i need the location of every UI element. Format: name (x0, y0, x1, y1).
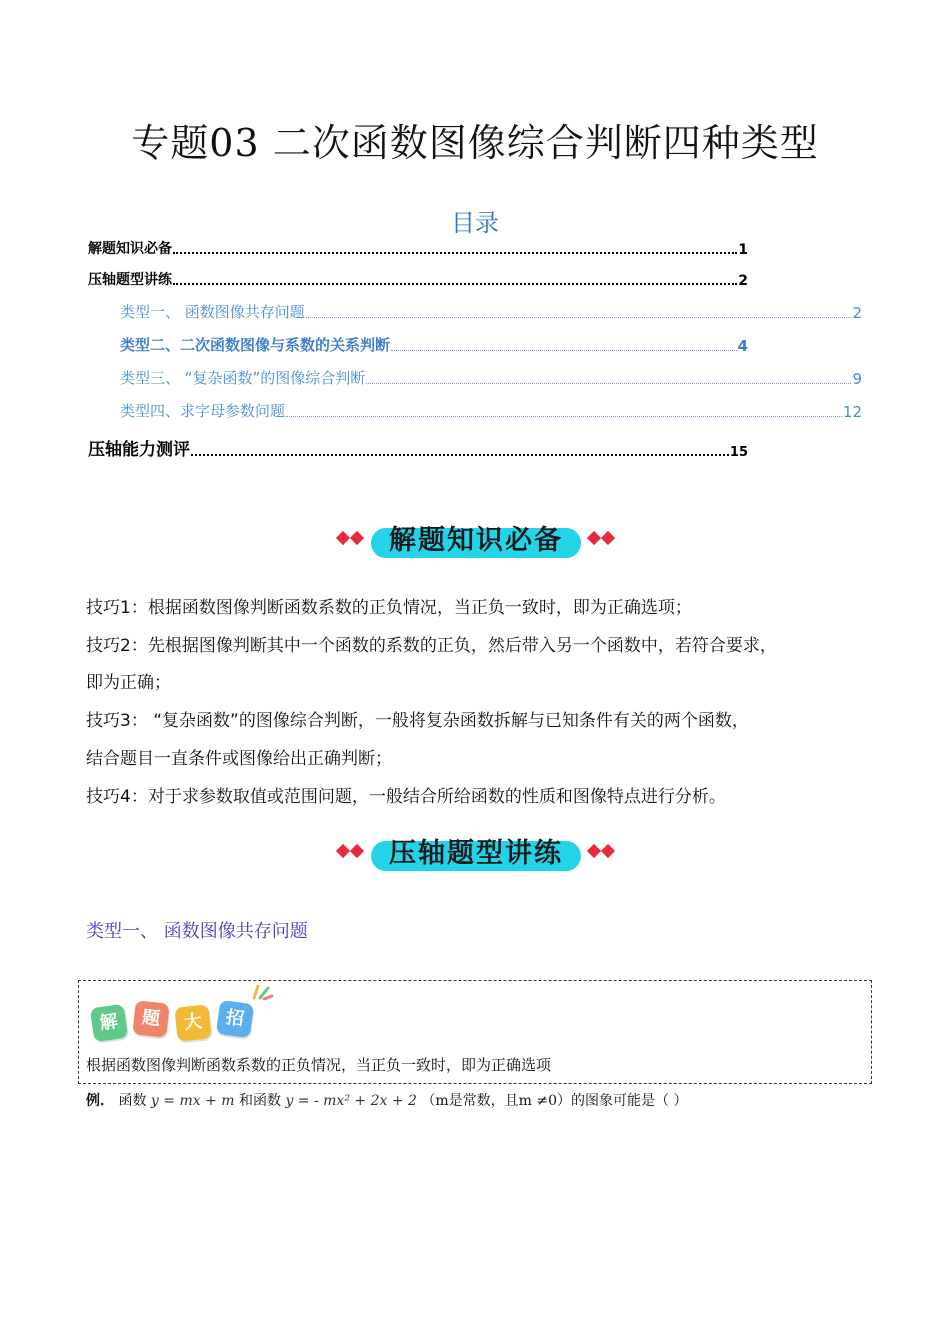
toc-leader (173, 283, 737, 285)
tip-line: 技巧3： “复杂函数”的图像综合判断，一般将复杂函数拆解与已知条件有关的两个函数， (86, 711, 749, 731)
toc-leader (191, 454, 729, 456)
toc-leader (391, 350, 737, 351)
toc-item-page: 15 (729, 445, 748, 460)
toc-item-page: 1 (738, 242, 748, 258)
example-text: （m是常数，且m ≠0）的图象可能是（ ） (421, 1093, 688, 1109)
example-prefix: 例． (86, 1093, 114, 1109)
diamond-icon (587, 844, 601, 858)
tip-line: 即为正确； (86, 673, 171, 693)
toc-item-page: 4 (737, 337, 748, 355)
method-badge (86, 996, 276, 1046)
toc-item-label: 解题知识必备 (88, 241, 172, 257)
diamond-icon (587, 531, 601, 545)
toc-item-label: 类型四、求字母参数问题 (120, 402, 286, 420)
toc-item-label: 类型三、 “复杂函数”的图像综合判断 (120, 369, 366, 387)
method-text: 根据函数图像判断函数系数的正负情况，当正负一致时，即为正确选项 (86, 1056, 552, 1074)
toc-item-type1[interactable] (120, 301, 862, 322)
toc-item-label: 类型二、二次函数图像与系数的关系判断 (120, 336, 391, 354)
toc-leader (306, 317, 852, 318)
toc-heading: 目录 (451, 209, 499, 237)
toc-item-knowledge[interactable] (88, 238, 748, 258)
badge-tile: 题 (132, 1000, 169, 1037)
toc-item-practice[interactable] (88, 269, 748, 289)
diamond-icon (601, 844, 615, 858)
document-title: 专题03 二次函数图像综合判断四种类型 (131, 121, 819, 165)
toc-item-page: 9 (852, 370, 862, 388)
toc-item-type4[interactable] (120, 400, 862, 421)
toc-item-page: 2 (738, 273, 748, 289)
example-question (86, 1090, 687, 1110)
toc-leader (173, 252, 737, 254)
section-title: 解题知识必备 (389, 525, 563, 556)
toc-item-label: 压轴题型讲练 (88, 272, 172, 288)
toc-item-label: 压轴能力测评 (88, 440, 190, 460)
toc-item-label: 类型一、 函数图像共存问题 (120, 303, 305, 321)
diamond-icon (336, 844, 350, 858)
tip-line: 结合题目一直条件或图像给出正确判断； (86, 749, 392, 769)
toc-item-type3[interactable] (120, 367, 862, 388)
badge-tile: 解 (90, 1004, 128, 1042)
example-text: 函数 (118, 1093, 147, 1109)
section-title: 压轴题型讲练 (389, 838, 563, 869)
diamond-icon (350, 844, 364, 858)
formula-linear: y = mx + m (150, 1093, 235, 1109)
diamond-icon (601, 531, 615, 545)
example-text: 和函数 (238, 1093, 281, 1109)
badge-tile: 招 (216, 1000, 254, 1038)
toc-leader (366, 383, 851, 384)
toc-item-page: 2 (852, 304, 862, 322)
tip-line: 技巧1：根据函数图像判断函数系数的正负情况，当正负一致时，即为正确选项； (86, 598, 692, 618)
diamond-icon (336, 531, 350, 545)
section-banner-practice (0, 828, 950, 878)
toc-item-type2[interactable] (120, 334, 748, 355)
sparkle-icon (250, 980, 274, 1000)
badge-tile: 大 (174, 1004, 211, 1041)
toc-item-page: 12 (842, 403, 862, 421)
tip-line: 技巧4：对于求参数取值或范围问题，一般结合所给函数的性质和图像特点进行分析。 (86, 787, 726, 807)
toc-leader (286, 416, 842, 417)
section-banner-knowledge (0, 515, 950, 565)
toc-item-assessment[interactable] (88, 435, 748, 460)
type-heading: 类型一、 函数图像共存问题 (86, 921, 308, 942)
formula-quadratic: y = - mx² + 2x + 2 (285, 1093, 417, 1109)
diamond-icon (350, 531, 364, 545)
tip-line: 技巧2：先根据图像判断其中一个函数的系数的正负，然后带入另一个函数中，若符合要求， (86, 636, 777, 656)
